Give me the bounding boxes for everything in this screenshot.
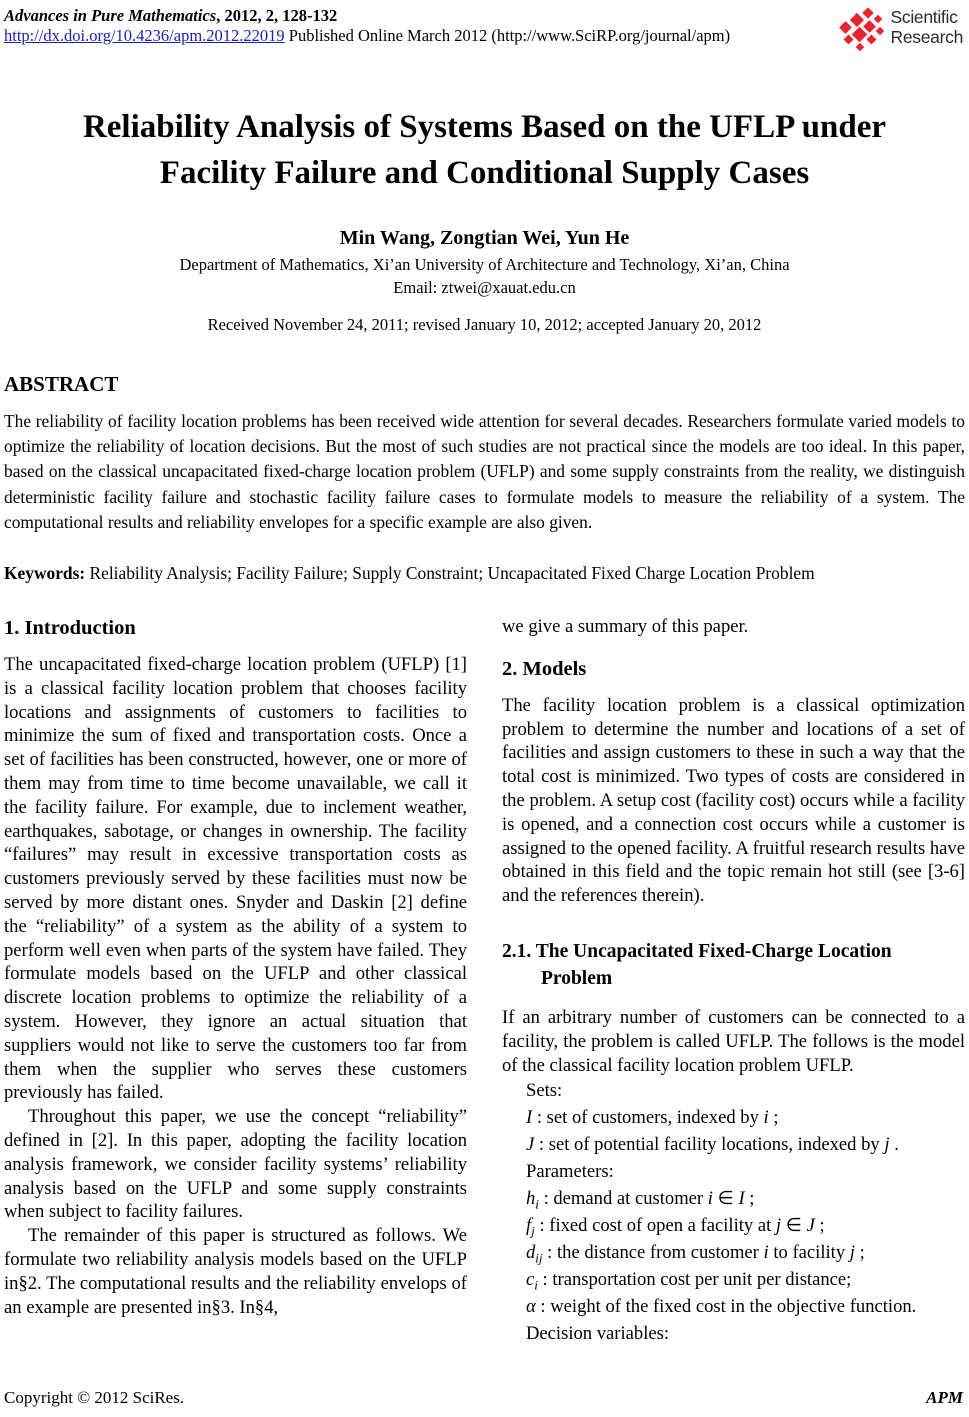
intro-paragraph-3: The remainder of this paper is structured as follows. We formulate two reliability analysis models based on the UFLP in§2. The computational results and the reliability envelops of an example are presented in§3. In§4, xyxy=(4,1225,467,1318)
email: Email: ztwei@xauat.edu.cn xyxy=(393,278,576,297)
journal-citation-line xyxy=(4,6,730,26)
journal-issue: , 2012, 2, 128-132 xyxy=(216,6,338,25)
intro-paragraph-1: The uncapacitated fixed-charge location problem (UFLP) [1] is a classical facility location problem that chooses facility locations and assignments of customers to facilities to minimize the sum of fixed and transportation costs. Once a set of facilities has been constructed, however, one or more of them may from time to time become unavailable, we call it the facility failure. For example, due to inclement weather, earthquakes, sabotage, or changes in ownership. The facility “failures” may result in excessive transportation costs as customers previously served by these facilities must now be served by more distant ones. Snyder and Daskin [2] define the “reliability” of a system as the ability of a system to perform well even when parts of the system have failed. They formulate models based on the UFLP and other classical discrete location problems to optimize the reliability of a system. However, they ignore an actual situation that suppliers would not like to serve the customers too far from them when the supplier who serves these customers previously has failed. xyxy=(4,654,467,1104)
right-column xyxy=(502,615,965,1347)
keywords-line xyxy=(4,549,965,586)
param-fixed-cost: $f_j$ : fixed cost of open a facility at j ∈ J ; xyxy=(526,1215,825,1240)
param-transport-cost: $c_i$ : transportation cost per unit per distance; xyxy=(526,1269,852,1294)
left-column xyxy=(4,615,467,1347)
set-item-customers: I : set of customers, indexed by i ; xyxy=(526,1107,779,1129)
received-dates: Received November 24, 2011; revised January 10, 2012; accepted January 20, 2012 xyxy=(207,315,762,334)
authors: Min Wang, Zongtian Wei, Yun He xyxy=(339,227,630,249)
section-2-heading: 2. Models xyxy=(502,657,587,680)
section-1-heading: 1. Introduction xyxy=(4,617,136,640)
parameters-label: Parameters: xyxy=(526,1161,614,1183)
footer-copyright: Copyright © 2012 SciRes. xyxy=(4,1388,185,1407)
doi-link[interactable]: http://dx.doi.org/10.4236/apm.2012.22019 xyxy=(4,26,285,45)
two-column-body xyxy=(4,615,965,1347)
scirp-logo-text xyxy=(891,8,964,47)
section-2-1-heading: 2.1. The Uncapacitated Fixed-Charge Location Problem xyxy=(502,940,892,989)
scirp-logo-line1: Scientific xyxy=(890,7,958,27)
page-footer xyxy=(4,1387,963,1408)
keywords-label: Keywords: xyxy=(4,563,86,584)
param-distance: $d_{ij}$ : the distance from customer i to facility j ; xyxy=(526,1242,865,1267)
models-paragraph: The facility location problem is a classical optimization problem to determine the number and locations of a set of facilities and assign customers to these in such a way that the total cost is minimized. Two types of costs are considered in the problem. A setup cost (facility cost) occurs while a facility is opened, and a connection cost occurs while a customer is assigned to the opened facility. A fruitful research results have obtained in this field and the topic remain hot still (see [3-6] and the references therein). xyxy=(502,694,965,907)
affiliation: Department of Mathematics, Xi’an University of Architecture and Technology, Xi’an, China xyxy=(179,255,790,274)
footer-journal-abbrev: APM xyxy=(926,1388,963,1407)
scirp-logo xyxy=(838,8,966,54)
paper-title-line2: Facility Failure and Conditional Supply Cases xyxy=(159,155,810,191)
keywords-text: Reliability Analysis; Facility Failure; Supply Constraint; Uncapacitated Fixed Charge Location Problem xyxy=(85,563,815,584)
scirp-diamonds-icon xyxy=(838,8,886,54)
column-continuation-text: we give a summary of this paper. xyxy=(502,616,749,638)
page-header xyxy=(4,6,965,54)
set-item-facility-locations: J : set of potential facility locations, indexed by j . xyxy=(526,1134,899,1156)
published-info: Published Online March 2012 (http://www.SciRP.org/journal/apm) xyxy=(284,26,731,45)
intro-paragraph-2: Throughout this paper, we use the concept “reliability” defined in [2]. In this paper, adopting the facility location analysis framework, we consider facility systems’ reliability analysis based on the UFLP and some supply constraints when subject to facility failures. xyxy=(4,1106,467,1223)
scirp-logo-line2: Research xyxy=(890,26,963,47)
uflp-paragraph: If an arbitrary number of customers can be connected to a facility, the problem is called UFLP. The follows is the model of the classical facility location problem UFLP. xyxy=(502,1006,965,1076)
journal-name: Advances in Pure Mathematics xyxy=(4,6,217,25)
paper-title xyxy=(4,104,965,196)
paper-title-line1: Reliability Analysis of Systems Based on the UFLP under xyxy=(82,109,887,145)
sets-label: Sets: xyxy=(526,1080,563,1102)
doi-line xyxy=(4,26,730,46)
abstract-text: The reliability of facility location problems has been received wide attention for several decades. Researchers formulate varied models to optimize the reliability of location decisions. But the most of such studies are not practical since the models are too ideal. In this paper, based on the classical uncapacitated fixed-charge location problem (UFLP) and some supply constraints from the reality, we distinguish deterministic facility failure and stochastic facility failure cases to formulate models to measure the reliability of a system. The computational results and reliability envelopes for a specific example are also given. xyxy=(4,411,965,532)
journal-header-text xyxy=(4,6,730,46)
decision-variables-label: Decision variables: xyxy=(526,1323,670,1345)
param-demand: $h_i$ : demand at customer i ∈ I ; xyxy=(526,1188,755,1213)
abstract-heading: ABSTRACT xyxy=(4,372,119,396)
param-alpha-weight: α : weight of the fixed cost in the objective function. xyxy=(526,1296,917,1318)
